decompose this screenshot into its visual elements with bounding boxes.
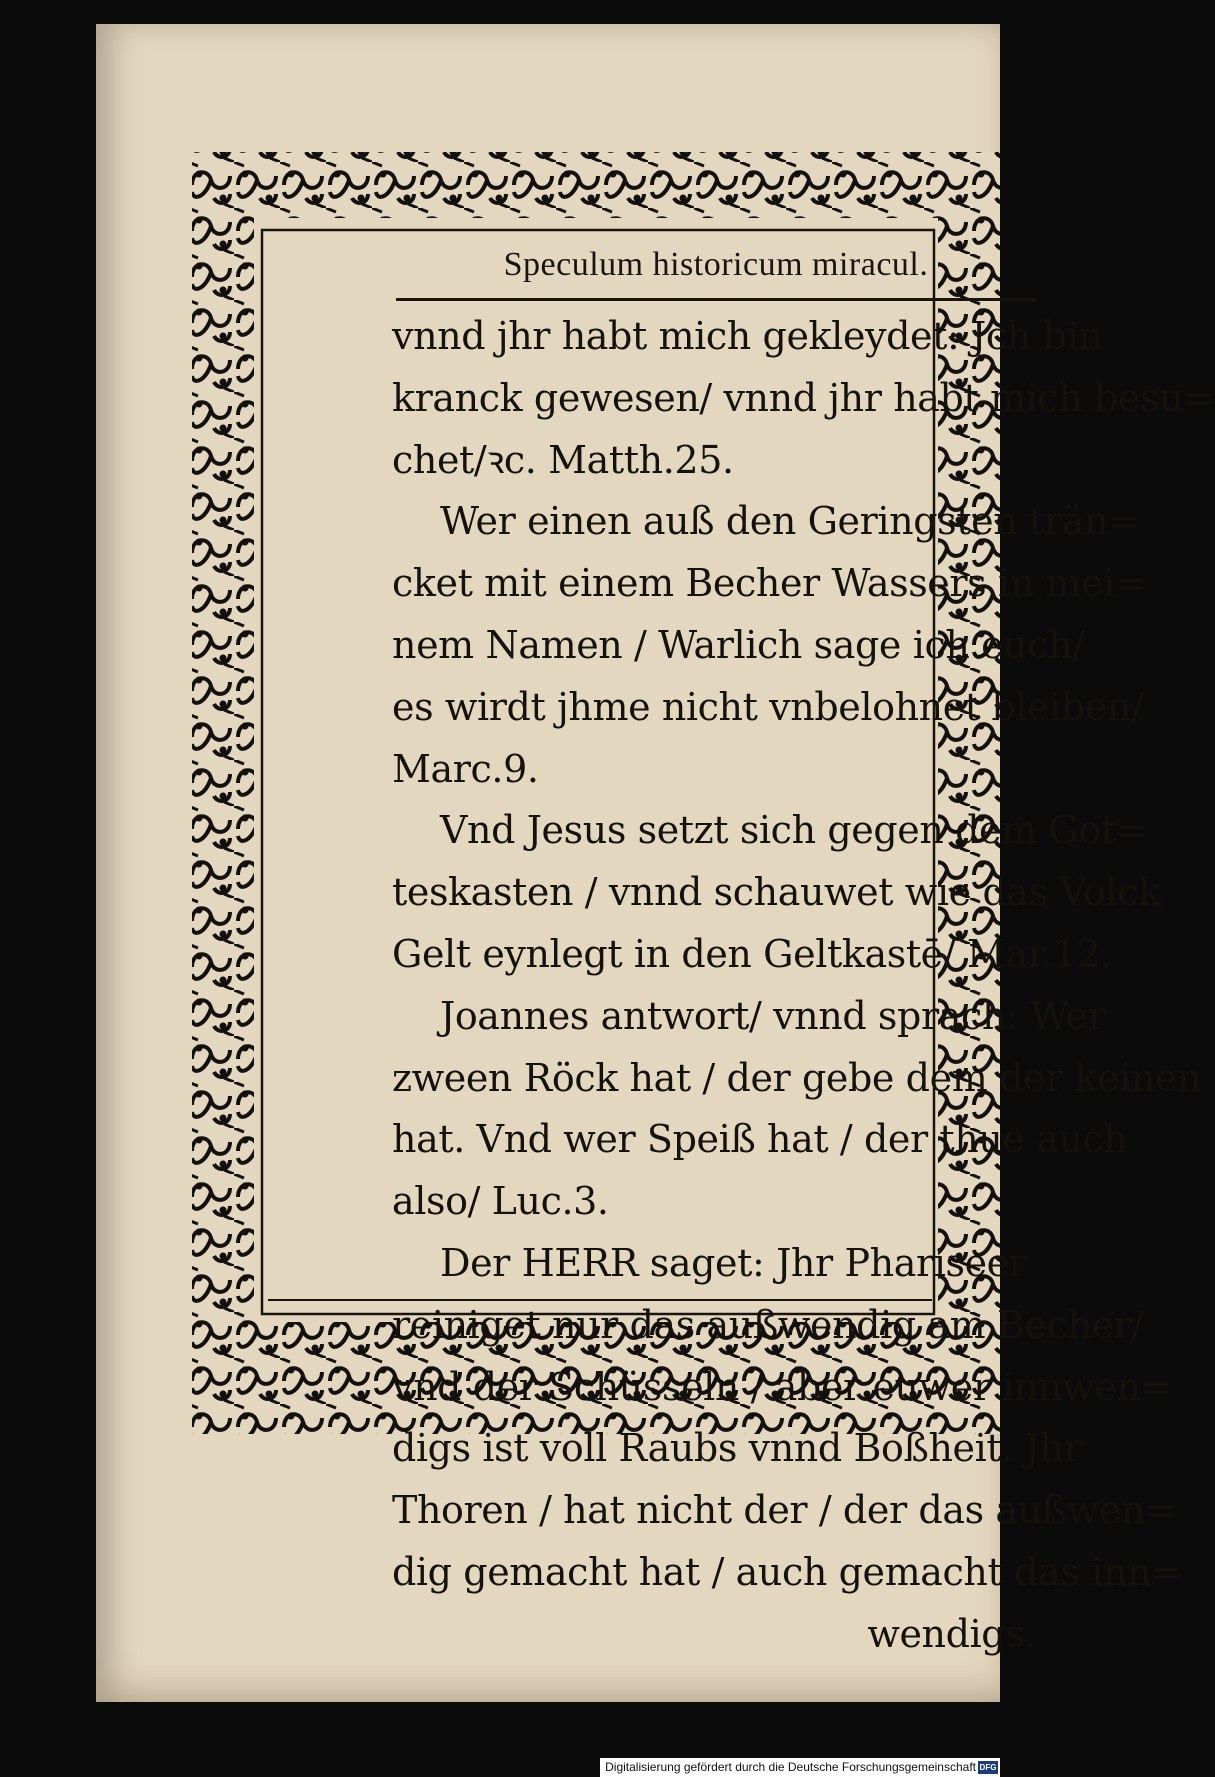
text-line: reiniget nur das außwendig am Becher/	[392, 1302, 1144, 1347]
book-page	[96, 24, 1215, 1702]
text-line: teskasten / vnnd schauwet wie das Volck	[392, 870, 1161, 915]
text-line: es wirdt jhme nicht vnbelohnet bleiben/	[392, 684, 1144, 729]
catchword: wendigs.	[867, 1611, 1036, 1656]
text-line: Wer einen auß den Geringsten trän=	[440, 499, 1140, 544]
text-line: vnd der Schüsseln / aber euwer innwen=	[392, 1364, 1172, 1409]
text-line: hat. Vnd wer Speiß hat / der thue auch	[392, 1117, 1128, 1162]
head-rule	[396, 298, 1036, 301]
text-line: cket mit einem Becher Wassers in mei=	[392, 561, 1147, 606]
text-line: zween Röck hat / der gebe dem der keinen	[392, 1055, 1202, 1100]
text-line: Vnd Jesus setzt sich gegen dem Got=	[440, 808, 1148, 853]
running-head: Speculum historicum miracul.	[503, 246, 929, 283]
text-line: kranck gewesen/ vnnd jhr habt mich besu=	[392, 375, 1215, 420]
text-block	[392, 306, 1215, 1666]
text-line: also/ Luc.3.	[392, 1179, 609, 1224]
text-line: nem Namen / Warlich sage ich euch/	[392, 622, 1085, 667]
dfg-logo-icon: DFG	[979, 1763, 997, 1772]
text-line: digs ist voll Raubs vnnd Boßheit. Jhr	[392, 1426, 1082, 1471]
text-line: dig gemacht hat / auch gemacht das inn=	[392, 1549, 1183, 1594]
text-line: Joannes antwort/ vnnd sprach: Wer	[440, 993, 1106, 1038]
digitization-footer	[600, 1758, 1000, 1777]
text-line: Thoren / hat nicht der / der das außwen=	[392, 1488, 1177, 1533]
text-line: Marc.9.	[392, 746, 539, 791]
text-line: Gelt eynlegt in den Geltkastē/ Mar.12.	[392, 931, 1113, 976]
footer-credit: Digitalisierung gefördert durch die Deutsche Forschungsgemeinschaft	[605, 1760, 976, 1774]
text-line: vnnd jhr habt mich gekleydet: Jch bin	[392, 314, 1103, 358]
text-line: Der HERR saget: Jhr Phariseer	[440, 1240, 1027, 1285]
text-line: chet/ꝛc. Matth.25.	[392, 437, 734, 482]
